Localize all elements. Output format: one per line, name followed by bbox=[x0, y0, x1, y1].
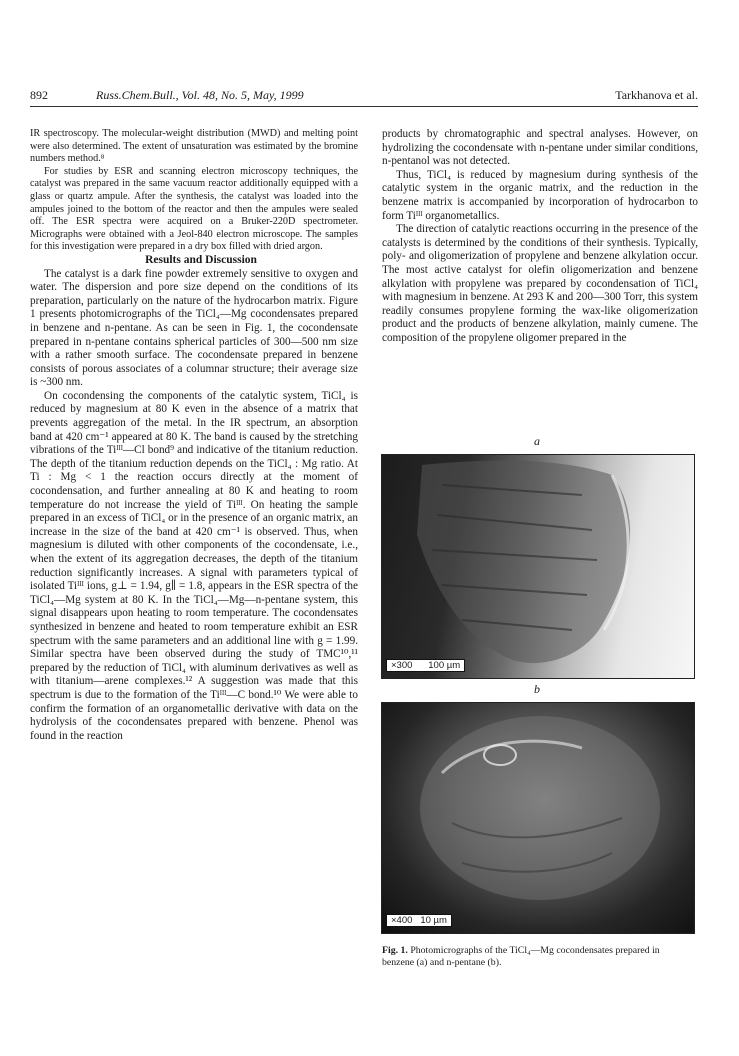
caption-text: Photomicrographs of the TiCl₄—Mg cocondensates prepared in benzene (a) and n-pentane (b). bbox=[382, 945, 660, 968]
scale-length-a: 100 µm bbox=[428, 660, 461, 671]
right-column bbox=[382, 128, 698, 346]
section-title: Results and Discussion bbox=[145, 253, 257, 266]
scale-length-b: 10 µm bbox=[420, 915, 447, 926]
scale-bar-a bbox=[386, 659, 465, 672]
left-column bbox=[30, 128, 358, 743]
caption-label: Fig. 1. bbox=[382, 945, 408, 956]
micrograph-b bbox=[381, 702, 695, 934]
scale-bar-b bbox=[386, 914, 452, 927]
micrograph-a-texture bbox=[382, 455, 694, 678]
journal-citation: Russ.Chem.Bull., Vol. 48, No. 5, May, 1999 bbox=[96, 88, 304, 102]
figure-caption bbox=[382, 945, 694, 969]
body-paragraph: Thus, TiCl₄ is reduced by magnesium during synthesis of the catalytic system in the organic matrix, and the reduction in the benzene matrix is accompanied by incorporation of hydrocarbon to form Tiᴵᴵᴵ organometallics. bbox=[382, 168, 698, 222]
scale-mag-a: ×300 bbox=[391, 660, 413, 671]
authors: Tarkhanova et al. bbox=[615, 88, 698, 102]
running-header bbox=[30, 86, 698, 107]
body-paragraph: The catalyst is a dark fine powder extremely sensitive to oxygen and water. The dispersion and pore size depend on the conditions of its preparation, particularly on the nature of the hydrocarbon matrix. Figure 1 presents photomicrographs of the TiCl₄—Mg cocondensates prepared in benzene and n-pentane. As can be seen in Fig. 1, the cocondensate prepared in n-pentane contains spherical particles of 300—500 nm size with a rather smooth surface. The cocondensate prepared in benzene consists of porous associates of a columnar structure; their average size is ~300 nm. bbox=[30, 267, 358, 389]
scale-mag-b: ×400 bbox=[391, 915, 413, 926]
micrograph-b-texture bbox=[382, 703, 694, 933]
body-paragraph: The direction of catalytic reactions occurring in the presence of the catalysts is determined by the conditions of their synthesis. Typically, poly- and oligomerization of propylene and benzene alkylation occur. The most active catalyst for olefin oligomerization and benzene alkylation with propylene was prepared by cocondensation of TiCl₄ with magnesium in benzene. At 293 K and 200—300 Torr, this system readily consumes propylene forming the wax-like oligomerization product and the products of benzene alkylation, mainly cumene. The composition of the propylene oligomer prepared in the bbox=[382, 223, 698, 344]
body-paragraph: products by chromatographic and spectral analyses. However, on hydrolizing the cocondensate with n-pentane under similar conditions, n-pentanol was not detected. bbox=[382, 128, 698, 168]
micrograph-a bbox=[381, 454, 695, 679]
intro-paragraph: For studies by ESR and scanning electron microscopy techniques, the catalyst was prepared in the same vacuum reactor additionally equipped with a glass or quartz ampule. After the synthesis, the catalyst was loaded into the ampules joined to the bottom of the reactor and then the ampules were sealed off. The ESR spectra were acquired on a Bruker-220D spectrometer. Micrographs were obtained with a Jeol-840 electron microscope. The samples for this investigation were prepared in a dry box filled with dried argon. bbox=[30, 165, 358, 253]
panel-a-label: a bbox=[534, 434, 540, 448]
body-paragraph: On cocondensing the components of the catalytic system, TiCl₄ is reduced by magnesium at 80 K even in the absence of a matrix that prevents aggregation of the metal. In the IR spectrum, an absorption band at 420 cm⁻¹ appeared at 80 K. The band is caused by the stretching vibrations of the Tiᴵᴵᴵ—Cl bond⁹ and indicative of the titanium reduction. The depth of the titanium reduction depends on the TiCl₄ : Mg ratio. At Ti : Mg < 1 the reaction occurs directly at the moment of cocondensation, and further annealing at 80 K and heating to room temperature do not increase the yield of Tiᴵᴵᴵ. On heating the sample prepared in an excess of TiCl₄ or in the presence of an organic matrix, an increase in the size of the band at 420 cm⁻¹ is observed. Thus, when magnesium is diluted with other components of the cocondensate, i.e., when the extent of its aggregation decreases, the depth of the titanium reduction significantly increases. A signal with parameters typical of isolated Tiᴵᴵᴵ ions, g⊥ = 1.94, g∥ = 1.8, appears in the ESR spectra of the TiCl₄—Mg system at 80 K. In the TiCl₄—Mg—n-pentane system, this signal disappears upon heating to room temperature. The cocondensates synthesized in benzene and heated to room temperature exhibit an ESR spectrum with the same parameters and an additional line with g = 1.99. Similar spectra have been observed during the study of TMC¹⁰,¹¹ prepared by the reduction of TiCl₄ with aluminum derivatives as well as with titanium—arene complexes.¹² A suggestion was made that this spectrum is due to the formation of the Tiᴵᴵᴵ—C bond.¹⁰ We were able to confirm the formation of an organometallic derivative with data on the hydrolysis of the cocondensates prepared with benzene. Phenol was found in the reaction bbox=[30, 389, 358, 742]
intro-paragraph: IR spectroscopy. The molecular-weight distribution (MWD) and melting point were also determined. The extent of unsaturation was estimated by the bromine numbers method.⁸ bbox=[30, 128, 358, 165]
page-number: 892 bbox=[30, 88, 48, 102]
panel-b-label: b bbox=[534, 682, 540, 696]
